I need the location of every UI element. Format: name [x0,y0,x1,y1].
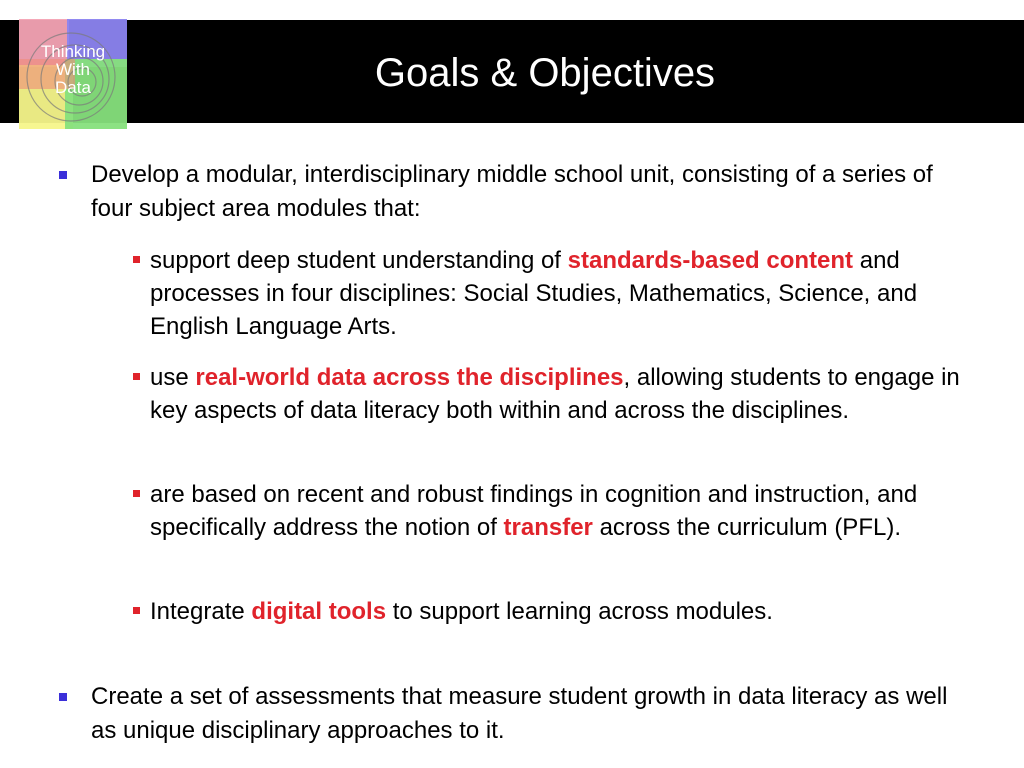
square-bullet-icon [133,256,140,263]
sub-bullet-digital-tools [150,595,980,628]
svg-text:With: With [56,60,90,79]
bullet-assessments [91,680,971,748]
bullet-text: Develop a modular, interdisciplinary middle school unit, consisting of a series of four subject area modules that: [91,161,933,222]
sub-bullet-text: , allowing students to engage in key aspects of data literacy both within and across the disciplines. [150,364,960,424]
svg-text:Thinking: Thinking [40,42,106,61]
square-bullet-icon [59,171,67,179]
sub-bullet-text: are based on recent and robust findings in cognition and instruction, and specifically address the notion of [150,481,918,541]
bullet-text: Create a set of assessments that measure student growth in data literacy as well as unique disciplinary approaches to it. [91,683,948,744]
square-bullet-icon [59,693,67,701]
highlight-text: real-world data across the disciplines [195,364,624,391]
highlight-text: standards-based content [567,247,854,274]
square-bullet-icon [133,607,140,614]
square-bullet-icon [133,373,140,380]
page-title: Goals & Objectives [374,51,716,95]
sub-bullet-text: use [150,364,196,391]
sub-bullet-standards [150,244,980,343]
highlight-text: transfer [503,514,593,541]
highlight-text: digital tools [251,598,387,625]
sub-bullet-text: support deep student understanding of [150,247,568,274]
sub-bullet-text: Integrate [150,598,252,625]
sub-bullet-real-world-data [150,361,980,427]
square-bullet-icon [133,490,140,497]
sub-bullet-cognition [150,478,980,544]
svg-text:Data: Data [55,78,91,97]
sub-bullet-text: and processes in four disciplines: Social Studies, Mathematics, Science, and English Language Arts. [150,247,918,340]
sub-bullet-text: across the curriculum (PFL). [592,514,901,541]
bullet-develop-unit [91,158,971,226]
sub-bullet-text: to support learning across modules. [386,598,773,625]
thinking-with-data-logo [19,19,127,129]
